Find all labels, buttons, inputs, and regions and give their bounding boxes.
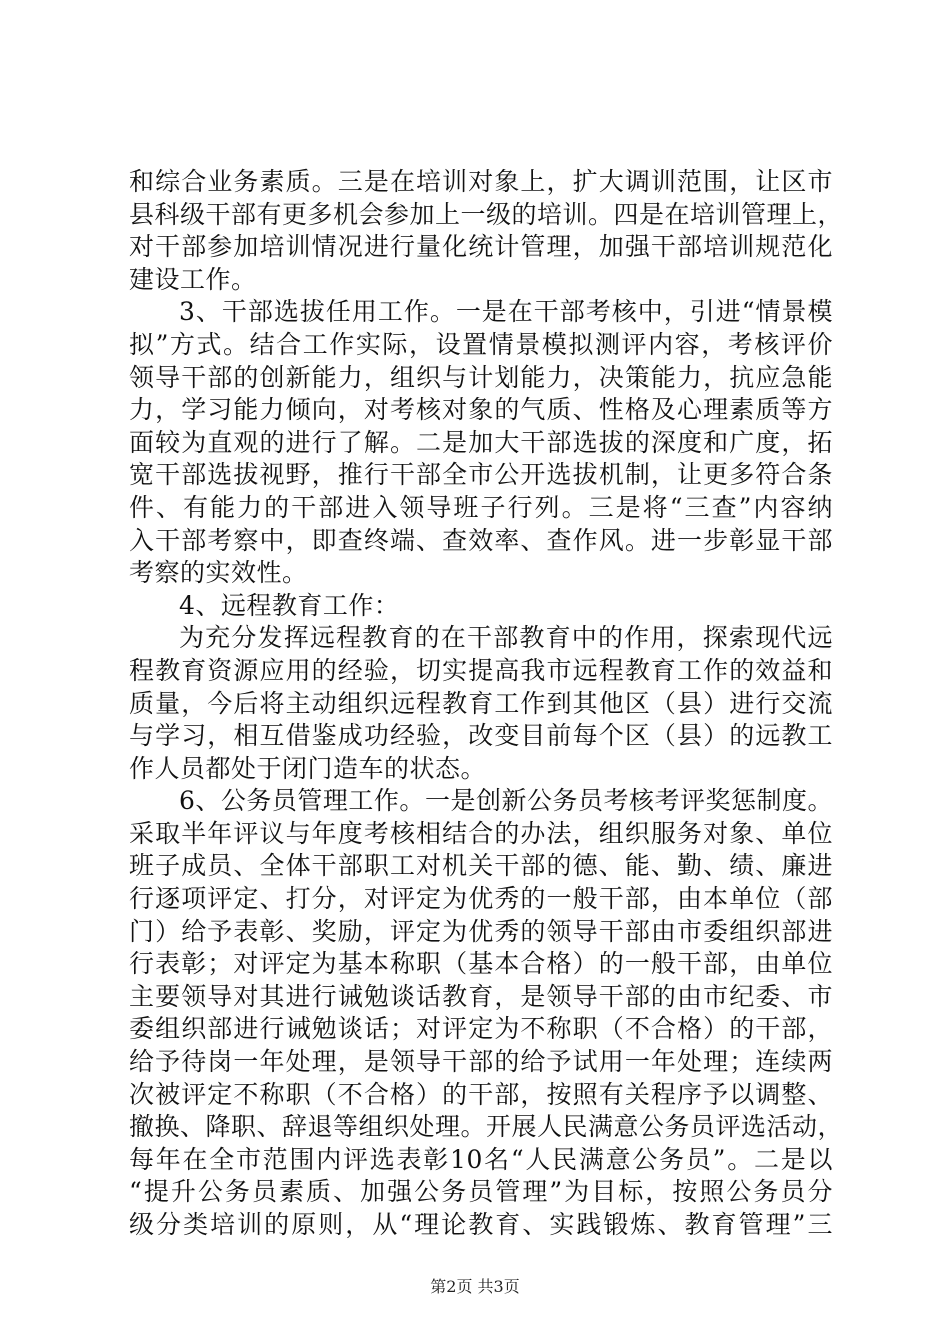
text-line: 拟”方式。结合工作实际，设置情景模拟测评内容，考核评价: [129, 329, 833, 359]
text-line: 建设工作。: [129, 264, 257, 294]
paragraph-cadre-selection: [129, 296, 833, 589]
page-number: 第2页 共3页: [430, 1277, 520, 1296]
text-line: 每年在全市范围内评选表彰10名“人民满意公务员”。二是以: [129, 1144, 833, 1174]
text-line: 和综合业务素质。三是在培训对象上，扩大调训范围，让区市: [129, 167, 833, 196]
text-line: 行表彰；对评定为基本称职（基本合格）的一般干部，由单位: [129, 949, 833, 979]
text-line: 3、干部选拔任用工作。一是在干部考核中，引进“情景模: [179, 297, 833, 327]
text-line: 程教育资源应用的经验，切实提高我市远程教育工作的效益和: [129, 655, 833, 685]
text-line: “提升公务员素质、加强公务员管理”为目标，按照公务员分: [129, 1177, 833, 1207]
text-line: 与学习，相互借鉴成功经验，改变目前每个区（县）的远教工: [129, 721, 833, 751]
paragraph-distance-education-heading: [129, 590, 833, 623]
document-body: [129, 166, 844, 1242]
text-line: 对干部参加培训情况进行量化统计管理，加强干部培训规范化: [129, 232, 833, 262]
paragraph-distance-education: [129, 622, 833, 785]
text-line: 门）给予表彰、奖励，评定为优秀的领导干部由市委组织部进: [129, 916, 833, 946]
text-line: 质量，今后将主动组织远程教育工作到其他区（县）进行交流: [129, 688, 833, 718]
text-line: 县科级干部有更多机会参加上一级的培训。四是在培训管理上，: [129, 199, 844, 229]
paragraph-training: [129, 166, 844, 296]
text-line: 考察的实效性。: [129, 558, 308, 588]
text-line: 撤换、降职、辞退等组织处理。开展人民满意公务员评选活动，: [129, 1112, 844, 1142]
text-line: 力，学习能力倾向，对考核对象的气质、性格及心理素质等方: [129, 395, 833, 425]
text-line: 为充分发挥远程教育的在干部教育中的作用，探索现代远: [179, 623, 833, 653]
text-line: 面较为直观的进行了解。二是加大干部选拔的深度和广度，拓: [129, 427, 833, 457]
text-line: 采取半年评议与年度考核相结合的办法，组织服务对象、单位: [129, 818, 833, 848]
text-line: 委组织部进行诫勉谈话；对评定为不称职（不合格）的干部，: [129, 1014, 833, 1044]
text-line: 领导干部的创新能力，组织与计划能力，决策能力，抗应急能: [129, 362, 833, 392]
text-line: 件、有能力的干部进入领导班子行列。三是将“三查”内容纳: [129, 492, 833, 522]
text-line: 班子成员、全体干部职工对机关干部的德、能、勤、绩、廉进: [129, 851, 833, 881]
text-line: 主要领导对其进行诫勉谈话教育，是领导干部的由市纪委、市: [129, 981, 833, 1011]
text-line: 给予待岗一年处理，是领导干部的给予试用一年处理；连续两: [129, 1047, 833, 1077]
text-line: 6、公务员管理工作。一是创新公务员考核考评奖惩制度。: [179, 786, 833, 816]
text-line: 入干部考察中，即查终端、查效率、查作风。进一步彰显干部: [129, 525, 833, 555]
text-line: 级分类培训的原则，从“理论教育、实践锻炼、教育管理”三: [129, 1210, 833, 1239]
text-line: 4、远程教育工作：: [179, 590, 400, 620]
text-line: 行逐项评定、打分，对评定为优秀的一般干部，由本单位（部: [129, 884, 833, 914]
paragraph-civil-servant-management: [129, 785, 844, 1241]
text-line: 作人员都处于闭门造车的状态。: [129, 753, 487, 783]
text-line: 次被评定不称职（不合格）的干部，按照有关程序予以调整、: [129, 1079, 833, 1109]
text-line: 宽干部选拔视野，推行干部全市公开选拔机制，让更多符合条: [129, 460, 833, 490]
